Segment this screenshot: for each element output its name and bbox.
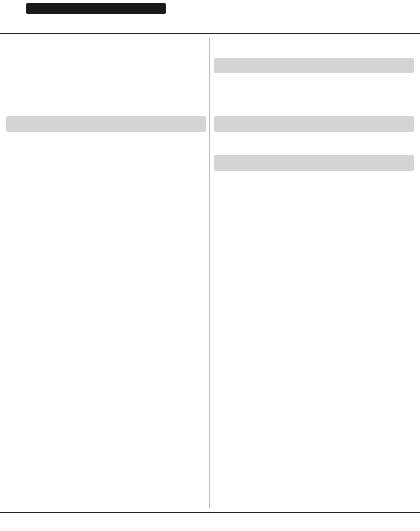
article-banner [0,0,420,34]
left-text-column [6,38,206,508]
boxed-paragraph-block [214,58,414,74]
verse-reference [6,46,206,54]
arabic-verse-line [214,97,414,105]
verse-reference [214,124,414,132]
page-footer [0,512,420,531]
body-text-line [6,77,206,85]
paragraph-block [6,58,206,74]
arabic-verse-line [214,38,414,46]
verse-reference [6,85,206,93]
body-text-line [214,155,414,163]
section-label [26,3,166,14]
paragraph-block [6,77,206,93]
verse-reference [214,46,414,54]
verse-reference [214,85,414,93]
arabic-verse-line [6,97,206,105]
arabic-verse-line [6,38,206,46]
arabic-verse-block [6,97,206,113]
arabic-verse-block [214,97,414,113]
arabic-verse-block [214,38,414,54]
paragraph-block [6,136,206,152]
article-title [222,2,412,30]
author-byline [8,16,208,26]
right-text-column [214,38,414,508]
arabic-verse-block [6,38,206,54]
body-text-line [6,116,206,124]
boxed-paragraph-block [214,155,414,171]
body-text-line [6,136,206,144]
body-text-line [6,58,206,66]
body-text-line [214,58,414,66]
verse-reference [6,104,206,112]
verse-reference [6,124,206,132]
column-divider [209,38,210,508]
paragraph-block [214,77,414,93]
verse-reference [214,163,414,171]
body-text-line [214,116,414,124]
verse-reference [214,104,414,112]
body-text-line [214,77,414,85]
verse-reference [214,65,414,73]
magazine-name [30,517,110,529]
boxed-paragraph-block [214,116,414,132]
arabic-verse-block [214,136,414,152]
side-credit [414,300,420,390]
verse-reference [214,143,414,151]
arabic-verse-line [214,136,414,144]
verse-reference [6,143,206,151]
page-number [8,517,28,529]
verse-reference [6,65,206,73]
issue-date [330,517,412,529]
boxed-paragraph-block [6,116,206,132]
